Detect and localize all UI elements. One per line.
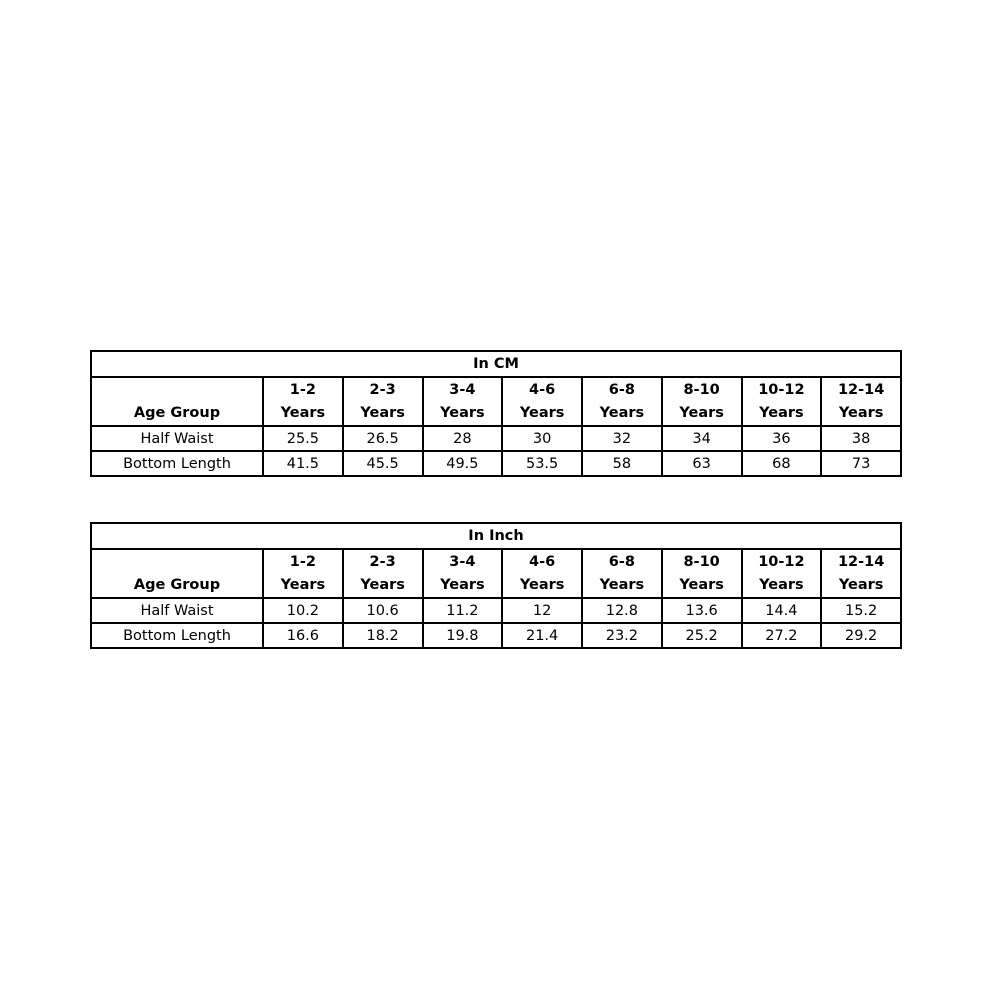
- age-range: 4-6: [529, 381, 556, 398]
- table-row-half-waist: [91, 426, 901, 451]
- age-unit: Years: [679, 404, 724, 421]
- table-cell: 28: [423, 426, 503, 451]
- table-cell: 14.4: [742, 598, 822, 623]
- column-header: [742, 549, 822, 598]
- age-range: 8-10: [683, 553, 720, 570]
- age-unit: Years: [519, 576, 565, 593]
- table-cell: 38: [821, 426, 901, 451]
- row-label: Half Waist: [91, 598, 263, 623]
- age-range: 6-8: [608, 553, 635, 570]
- age-unit: Years: [838, 576, 884, 593]
- column-header: [263, 377, 343, 426]
- table-cell: 18.2: [343, 623, 423, 648]
- age-range: 1-2: [289, 381, 316, 398]
- age-unit: Years: [679, 576, 724, 593]
- age-range: 2-3: [369, 553, 396, 570]
- table-cell: 41.5: [263, 451, 343, 476]
- column-header: [742, 377, 822, 426]
- age-unit: Years: [759, 576, 804, 593]
- table-cell: 13.6: [662, 598, 742, 623]
- column-header: [502, 377, 582, 426]
- table-title: In CM: [91, 351, 901, 377]
- table-cell: 63: [662, 451, 742, 476]
- age-range: 10-12: [758, 553, 805, 570]
- table-row-half-waist: [91, 598, 901, 623]
- column-header: [821, 549, 901, 598]
- age-range: 1-2: [289, 553, 316, 570]
- table-cell: 30: [502, 426, 582, 451]
- age-range: 2-3: [369, 381, 396, 398]
- age-unit: Years: [360, 576, 405, 593]
- table-cell: 26.5: [343, 426, 423, 451]
- age-range: 6-8: [608, 381, 635, 398]
- column-header: [582, 377, 662, 426]
- table-cell: 21.4: [502, 623, 582, 648]
- column-header: [582, 549, 662, 598]
- age-unit: Years: [599, 404, 645, 421]
- column-header: [502, 549, 582, 598]
- table-cell: 27.2: [742, 623, 822, 648]
- table-cell: 23.2: [582, 623, 662, 648]
- age-unit: Years: [599, 576, 645, 593]
- age-group-header: Age Group: [91, 549, 263, 598]
- column-header: [423, 549, 503, 598]
- row-label: Bottom Length: [91, 623, 263, 648]
- table-cell: 36: [742, 426, 822, 451]
- age-unit: Years: [838, 404, 884, 421]
- table-cell: 25.5: [263, 426, 343, 451]
- table-cell: 12: [502, 598, 582, 623]
- table-cell: 45.5: [343, 451, 423, 476]
- age-range: 4-6: [529, 553, 556, 570]
- table-cell: 49.5: [423, 451, 503, 476]
- table-cell: 15.2: [821, 598, 901, 623]
- column-header: [662, 377, 742, 426]
- table-cell: 29.2: [821, 623, 901, 648]
- column-header: [662, 549, 742, 598]
- table-cell: 25.2: [662, 623, 742, 648]
- column-header: [263, 549, 343, 598]
- age-range: 3-4: [449, 381, 476, 398]
- age-group-header: Age Group: [91, 377, 263, 426]
- row-label: Half Waist: [91, 426, 263, 451]
- size-table-cm: [90, 350, 902, 477]
- age-unit: Years: [280, 576, 326, 593]
- table-row-bottom-length: [91, 451, 901, 476]
- table-header-row: [91, 377, 901, 426]
- age-range: 10-12: [758, 381, 805, 398]
- table-cell: 73: [821, 451, 901, 476]
- age-unit: Years: [440, 576, 485, 593]
- age-unit: Years: [360, 404, 405, 421]
- age-range: 12-14: [837, 553, 885, 570]
- age-range: 12-14: [837, 381, 885, 398]
- column-header: [343, 377, 423, 426]
- table-title-row: [91, 523, 901, 549]
- age-range: 3-4: [449, 553, 476, 570]
- table-row-bottom-length: [91, 623, 901, 648]
- table-cell: 16.6: [263, 623, 343, 648]
- table-cell: 58: [582, 451, 662, 476]
- column-header: [423, 377, 503, 426]
- age-unit: Years: [519, 404, 565, 421]
- table-cell: 11.2: [423, 598, 503, 623]
- table-header-row: [91, 549, 901, 598]
- row-label: Bottom Length: [91, 451, 263, 476]
- age-unit: Years: [440, 404, 485, 421]
- age-unit: Years: [759, 404, 804, 421]
- column-header: [821, 377, 901, 426]
- table-cell: 68: [742, 451, 822, 476]
- age-range: 8-10: [683, 381, 720, 398]
- table-cell: 34: [662, 426, 742, 451]
- column-header: [343, 549, 423, 598]
- age-unit: Years: [280, 404, 326, 421]
- table-cell: 12.8: [582, 598, 662, 623]
- table-cell: 53.5: [502, 451, 582, 476]
- table-cell: 19.8: [423, 623, 503, 648]
- table-cell: 10.2: [263, 598, 343, 623]
- table-title-row: [91, 351, 901, 377]
- table-cell: 10.6: [343, 598, 423, 623]
- table-title: In Inch: [91, 523, 901, 549]
- size-table-inch: [90, 522, 902, 649]
- table-cell: 32: [582, 426, 662, 451]
